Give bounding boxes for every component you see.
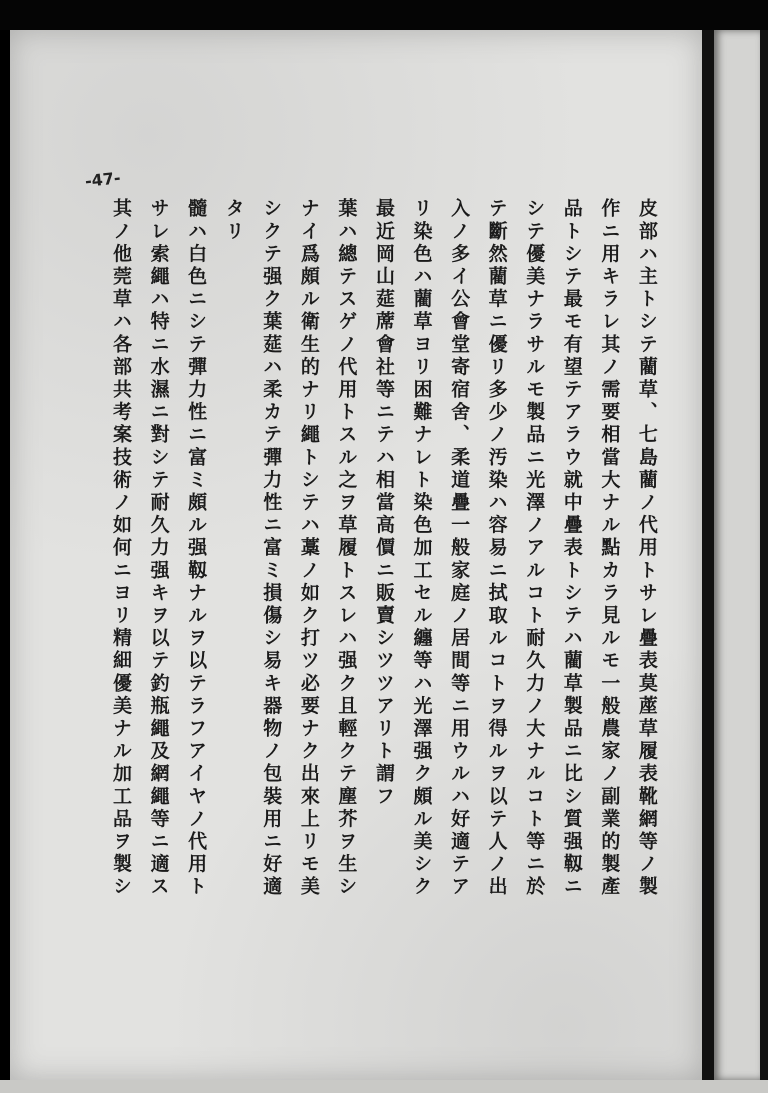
- vertical-text-block: [106, 198, 662, 1038]
- adjacent-page-edge: [714, 30, 760, 1080]
- text-line-11: シクテ强ク葉莚ハ柔カテ彈力性ニ富ミ損傷シ易キ器物ノ包裝用ニ好適: [260, 198, 283, 899]
- text-line-5: テ斷然藺草ニ優リ多少ノ汚染ハ容易ニ拭取ルコトヲ得ルヲ以テ人ノ出: [485, 198, 508, 899]
- scan-top-border: [0, 0, 768, 30]
- text-line-9: 葉ハ總テスゲノ代用トスル之ヲ草履トスレハ强ク且輕クテ塵芥ヲ生シ: [335, 198, 358, 899]
- text-line-10: ナイ爲頗ル衛生的ナリ繩トシテハ藁ノ如ク打ツ必要ナク出來上リモ美: [297, 198, 320, 899]
- text-line-8: 最近岡山莚蓆會社等ニテハ相當高價ニ販賣シツツアリト謂フ: [372, 198, 395, 809]
- book-page: [10, 30, 702, 1080]
- text-line-4: シテ優美ナラサルモ製品ニ光澤ノアルコト耐久力ノ大ナルコト等ニ於: [523, 198, 546, 899]
- text-line-1: 皮部ハ主トシテ藺草、七島藺ノ代用トサレ疊表莫蓙草履表靴網等ノ製: [635, 198, 658, 899]
- text-line-6: 入ノ多イ公會堂寄宿舍、柔道疊一般家庭ノ居間等ニ用ウルハ好適テア: [448, 198, 471, 899]
- text-line-15: 其ノ他莞草ハ各部共考案技術ノ如何ニヨリ精細優美ナル加工品ヲ製シ: [110, 198, 132, 899]
- text-line-12: タリ: [222, 198, 245, 244]
- text-line-14: サレ索繩ハ特ニ水濕ニ對シテ耐久力强キヲ以テ釣瓶繩及網繩等ニ適ス: [147, 198, 170, 899]
- text-line-7: リ染色ハ藺草ヨリ困難ナレト染色加工セル纏等ハ光澤强ク頗ル美シク: [410, 198, 433, 899]
- page-number: -47-: [84, 168, 122, 191]
- text-line-3: 品トシテ最モ有望テアラウ就中疊表トシテハ藺草製品ニ比シ質强靱ニ: [560, 198, 583, 899]
- text-line-13: 髓ハ白色ニシテ彈力性ニ富ミ頗ル强靱ナルヲ以テラフアイヤノ代用ト: [185, 198, 208, 899]
- book-gutter: [702, 30, 714, 1093]
- scan-right-border: [760, 30, 768, 1093]
- text-line-2: 作ニ用キラレ其ノ需要相當大ナル點カラ見ルモ一般農家ノ副業的製產: [598, 198, 621, 899]
- scan-bottom-edge: [0, 1080, 768, 1093]
